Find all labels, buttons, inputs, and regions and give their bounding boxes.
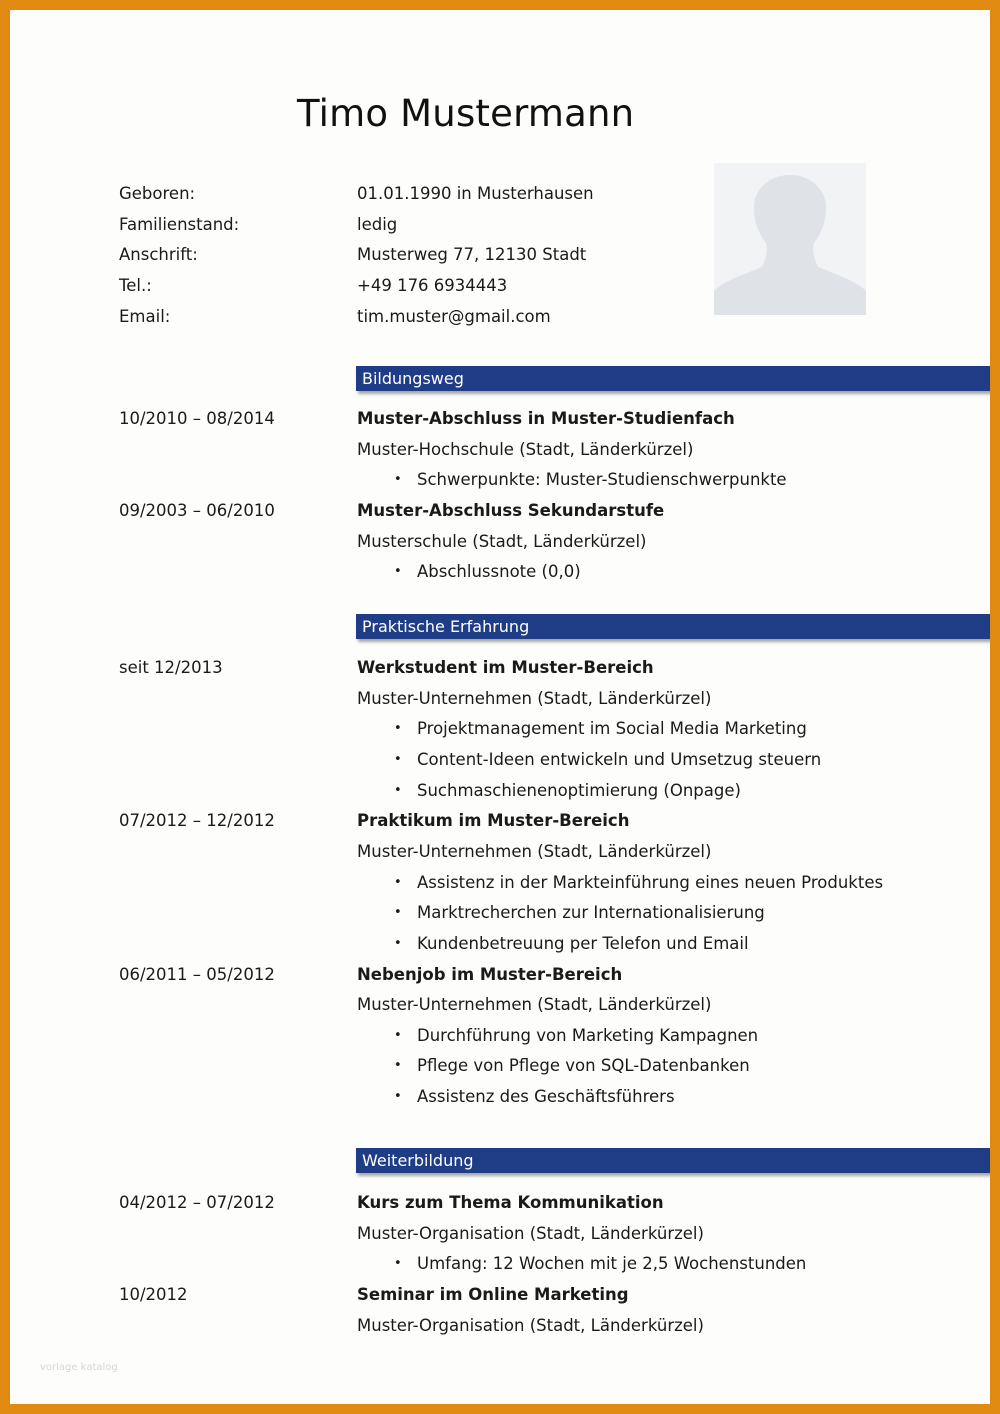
personal-value: 01.01.1990 in Musterhausen [357, 184, 594, 203]
bullet-text: Schwerpunkte: Muster-Studienschwerpunkte [417, 470, 787, 489]
bullet-icon: • [394, 1028, 402, 1043]
bullet-item [10, 776, 990, 806]
entry-title-row [10, 1188, 990, 1218]
entry-org: Muster-Organisation (Stadt, Länderkürzel) [357, 1224, 704, 1243]
bullet-icon: • [394, 783, 402, 798]
personal-row [10, 179, 990, 209]
bullet-text: Projektmanagement im Social Media Marketing [417, 719, 807, 738]
personal-row [10, 210, 990, 240]
entry-org-row [10, 527, 990, 557]
bullet-icon: • [394, 472, 402, 487]
bullet-item [10, 929, 990, 959]
watermark: vorlage katalog [40, 1362, 118, 1373]
bullet-icon: • [394, 875, 402, 890]
personal-value: tim.muster@gmail.com [357, 307, 551, 326]
entry-date: 07/2012 – 12/2012 [119, 811, 275, 830]
bullet-text: Kundenbetreuung per Telefon und Email [417, 934, 749, 953]
bullet-text: Assistenz des Geschäftsführers [417, 1087, 675, 1106]
personal-label: Geboren: [119, 184, 196, 203]
entry-title: Muster-Abschluss Sekundarstufe [357, 501, 665, 520]
section-title: Weiterbildung [362, 1151, 474, 1170]
entry-org-row [10, 684, 990, 714]
cv-name: Timo Mustermann [297, 92, 635, 135]
bullet-icon: • [394, 1058, 402, 1073]
bullet-icon: • [394, 721, 402, 736]
entry-title-row [10, 496, 990, 526]
entry-title-row [10, 653, 990, 683]
entry-org: Muster-Hochschule (Stadt, Länderkürzel) [357, 440, 694, 459]
bullet-text: Durchführung von Marketing Kampagnen [417, 1026, 759, 1045]
bullet-item [10, 1249, 990, 1279]
entry-title-row [10, 806, 990, 836]
bullet-item [10, 557, 990, 587]
entry-title: Nebenjob im Muster-Bereich [357, 965, 623, 984]
bullet-icon: • [394, 1256, 402, 1271]
bullet-item [10, 898, 990, 928]
bullet-item [10, 1082, 990, 1112]
entry-title: Werkstudent im Muster-Bereich [357, 658, 654, 677]
entry-org: Muster-Unternehmen (Stadt, Länderkürzel) [357, 689, 712, 708]
entry-org: Muster-Unternehmen (Stadt, Länderkürzel) [357, 842, 712, 861]
entry-title: Muster-Abschluss in Muster-Studienfach [357, 409, 735, 428]
entry-org: Muster-Organisation (Stadt, Länderkürzel) [357, 1316, 704, 1335]
bullet-text: Content-Ideen entwickeln und Umsetzug steuern [417, 750, 822, 769]
bullet-text: Abschlussnote (0,0) [417, 562, 581, 581]
entry-title: Seminar im Online Marketing [357, 1285, 629, 1304]
bullet-text: Marktrecherchen zur Internationalisierung [417, 903, 765, 922]
entry-org: Musterschule (Stadt, Länderkürzel) [357, 532, 647, 551]
entry-org-row [10, 1311, 990, 1341]
bullet-text: Pflege von Pflege von SQL-Datenbanken [417, 1056, 750, 1075]
entry-title: Praktikum im Muster-Bereich [357, 811, 630, 830]
entry-title-row [10, 960, 990, 990]
entry-date: 10/2010 – 08/2014 [119, 409, 275, 428]
bullet-icon: • [394, 752, 402, 767]
bullet-item [10, 1021, 990, 1051]
bullet-icon: • [394, 936, 402, 951]
bullet-text: Suchmaschienenoptimierung (Onpage) [417, 781, 741, 800]
entry-date: 10/2012 [119, 1285, 188, 1304]
entry-title-row [10, 404, 990, 434]
personal-value: ledig [357, 215, 398, 234]
entry-date: 06/2011 – 05/2012 [119, 965, 275, 984]
personal-value: +49 176 6934443 [357, 276, 508, 295]
bullet-item [10, 714, 990, 744]
entry-date: 04/2012 – 07/2012 [119, 1193, 275, 1212]
section-title: Praktische Erfahrung [362, 617, 530, 636]
bullet-text: Umfang: 12 Wochen mit je 2,5 Wochenstunden [417, 1254, 807, 1273]
personal-label: Anschrift: [119, 245, 198, 264]
personal-label: Email: [119, 307, 171, 326]
bullet-text: Assistenz in der Markteinführung eines neuen Produktes [417, 873, 884, 892]
entry-title-row [10, 1280, 990, 1310]
personal-row [10, 240, 990, 270]
bullet-icon: • [394, 564, 402, 579]
cv-page [10, 10, 990, 1404]
personal-value: Musterweg 77, 12130 Stadt [357, 245, 587, 264]
entry-org-row [10, 990, 990, 1020]
personal-label: Tel.: [119, 276, 152, 295]
personal-row [10, 302, 990, 332]
entry-org: Muster-Unternehmen (Stadt, Länderkürzel) [357, 995, 712, 1014]
bullet-item [10, 745, 990, 775]
entry-org-row [10, 837, 990, 867]
section-header-experience [356, 614, 990, 639]
entry-title: Kurs zum Thema Kommunikation [357, 1193, 664, 1212]
bullet-item [10, 868, 990, 898]
bullet-item [10, 465, 990, 495]
entry-org-row [10, 435, 990, 465]
entry-date: 09/2003 – 06/2010 [119, 501, 275, 520]
section-header-education [356, 366, 990, 391]
personal-row [10, 271, 990, 301]
bullet-icon: • [394, 1089, 402, 1104]
bullet-item [10, 1051, 990, 1081]
entry-date: seit 12/2013 [119, 658, 223, 677]
bullet-icon: • [394, 905, 402, 920]
entry-org-row [10, 1219, 990, 1249]
section-header-training [356, 1148, 990, 1173]
personal-label: Familienstand: [119, 215, 240, 234]
section-title: Bildungsweg [362, 369, 464, 388]
